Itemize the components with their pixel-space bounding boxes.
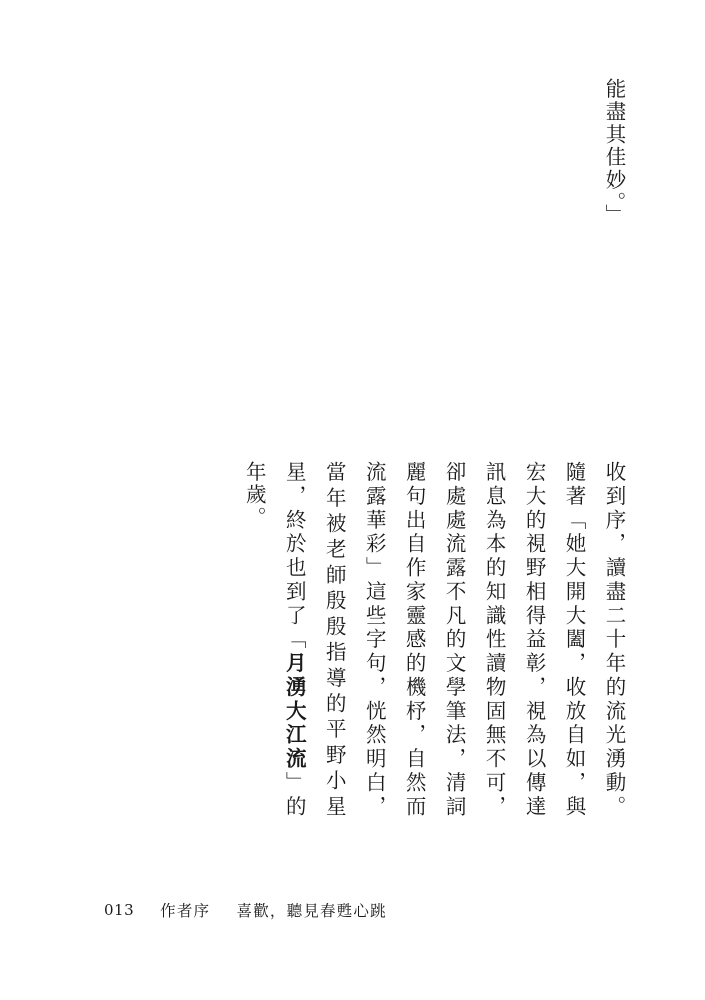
emphasised-phrase: 月湧大江流 <box>282 652 307 772</box>
vertical-text-body <box>86 78 633 818</box>
paragraph-2: 收到序，讀盡二十年的流光湧動。隨著「她大開大闔，收放自如，與宏大的視野相得益彰，視為以傳達訊息為本的知識性讀物固無不可，卻處處流露不凡的文學筆法，清詞麗句出自作家靈感的機杼，自然而流露華彩」這些字句，恍然明白，當年被老師殷殷指導的平野小星星，終於也到了「月湧大江流」的年歲。 <box>242 461 626 818</box>
page-footer <box>0 898 705 922</box>
paragraph-1: 能盡其佳妙。」 <box>602 78 626 227</box>
running-title <box>160 899 387 921</box>
folio-page-number: 013 <box>104 901 135 919</box>
running-title-name: 喜歡，聽見春甦心跳 <box>236 902 387 920</box>
running-title-section: 作者序 <box>160 902 211 920</box>
